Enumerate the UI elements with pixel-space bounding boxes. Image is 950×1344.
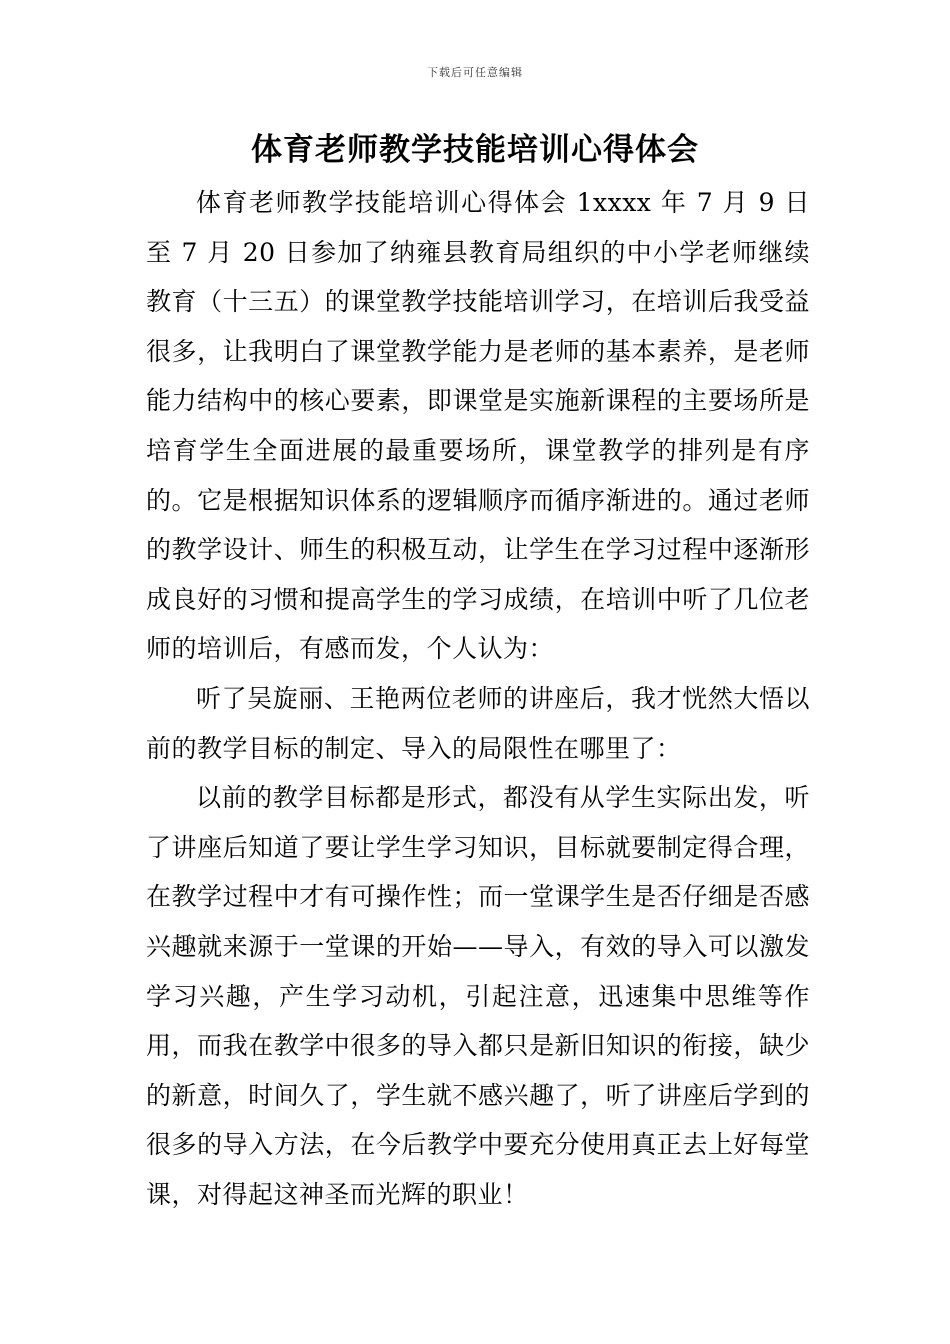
header-note: 下载后可任意编辑 (427, 66, 523, 79)
paragraph: 体育老师教学技能培训心得体会 1xxxx 年 7 月 9 日至 7 月 20 日参加了纳雍县教育局组织的中小学老师继续教育（十三五）的课堂教学技能培训学习，在培训后我受益很多，让我明白了课堂教学能力是老师的基本素养，是老师能力结构中的核心要素，即课堂是实施新课程的主要场所是培育学生全面进展的最重要场所，课堂教学的排列是有序的。它是根据知识体系的逻辑顺序而循序渐进的。通过老师的教学设计、师生的积极互动，让学生在学习过程中逐渐形成良好的习惯和提高学生的学习成绩，在培训中听了几位老师的培训后，有感而发，个人认为： (146, 188, 810, 664)
paragraph: 听了吴旋丽、王艳两位老师的讲座后，我才恍然大悟以前的教学目标的制定、导入的局限性在哪里了： (146, 683, 810, 763)
document-title: 体育老师教学技能培训心得体会 (251, 132, 699, 168)
paragraph: 以前的教学目标都是形式，都没有从学生实际出发，听了讲座后知道了要让学生学习知识，目标就要制定得合理，在教学过程中才有可操作性；而一堂课学生是否仔细是否感兴趣就来源于一堂课的开始——导入，有效的导入可以激发学习兴趣，产生学习动机，引起注意，迅速集中思维等作用，而我在教学中很多的导入都只是新旧知识的衔接，缺少的新意，时间久了，学生就不感兴趣了，听了讲座后学到的很多的导入方法，在今后教学中要充分使用真正去上好每堂课，对得起这神圣而光辉的职业！ (146, 783, 810, 1209)
document-body (146, 178, 810, 1219)
